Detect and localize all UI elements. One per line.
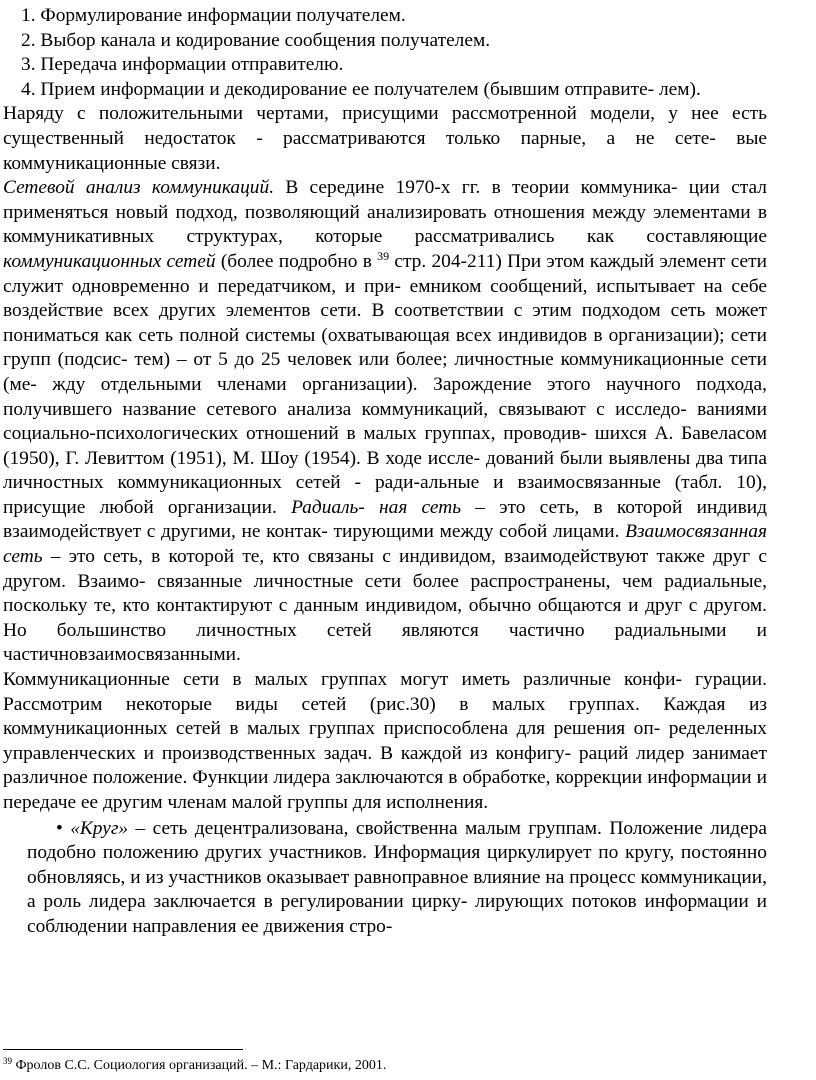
bullet-text: – сеть децентрализована, свойственна малым группам. Положение лидера подобно положению других участников. Информация циркулирует по кругу, постоянно обновляясь, и из участников оказывает равноправное влияние на процесс коммуникации, а роль лидера заключается в регулировании цирку- лирующих потоков информации и соблюдении направления ее движения стро-: [27, 817, 767, 937]
list-item-text: Формулирование информации получателем.: [40, 5, 406, 26]
document-page: [3, 4, 767, 940]
footnote-reference[interactable]: 39: [377, 248, 390, 263]
list-item: [3, 78, 767, 103]
list-item: [3, 29, 767, 54]
list-item-number: 4.: [21, 78, 36, 100]
footnote-text: Фролов С.С. Социология организаций. – М.: Гардарики, 2001.: [12, 1058, 387, 1073]
paragraph-text: – это сеть, в которой те, кто связаны с индивидом, взаимодействуют также друг с другом. Взаимо- связанные личностные сети более распространены, чем радиальные, поскольку те, кто контактируют с данным индивидом, обычно общаются и друг с другом. Но большинство личностных сетей являются частично радиальными и частичновзаимосвязанными.: [3, 546, 767, 666]
bullet-lead-italic: «Круг»: [70, 817, 129, 839]
list-item: [3, 4, 767, 29]
list-item-number: 2.: [21, 29, 36, 51]
paragraph-small-group-networks: Коммуникационные сети в малых группах могут иметь различные конфи- гурации. Рассмотрим некоторые виды сетей (рис.30) в малых группах. Каждая из коммуникационных сетей в малых группах приспособлена для решения оп- ределенных управленческих и производственных задач. В каждой из конфигу- раций лидер занимает различное положение. Функции лидера заключаются в обработке, коррекции информации и передаче ее другим членам малой группы для исполнения.: [3, 669, 767, 813]
term-italic: коммуникационных сетей: [3, 250, 216, 272]
term-italic: Радиаль- ная сеть: [291, 496, 462, 518]
list-item-text: Выбор канала и кодирование сообщения получателем.: [40, 29, 491, 51]
footnote-divider: [3, 1049, 243, 1050]
paragraph-network-analysis: [3, 176, 767, 668]
bullet-icon: •: [56, 817, 63, 839]
paragraph-text: стр. 204-211) При этом каждый элемент сети служит одновременно и передатчиком, и при- емником сообщений, испытывает на себе воздействие всех других элементов сети. В соответствии с этим подходом сеть может пониматься как сеть полной системы (охватывающая всех индивидов в организации); сети групп (подсис- тем) – от 5 до 25 человек или более; личностные коммуникационные сети (ме- жду отдельными членами организации). Зарождение этого научного подхода, получившего название сетевого анализа коммуникаций, связывают с исследо- ваниями социально-психологических отношений в малых группах, проводив- шихся А. Бавеласом (1950), Г. Левиттом (1951), М. Шоу (1954). В ходе иссле- дований были выявлены два типа личностных коммуникационных сетей - ради-альные и взаимосвязанные (табл. 10), присущие любой организации.: [3, 250, 768, 518]
term-italic: Взаимосвязанная сеть: [3, 521, 767, 568]
list-item: [3, 53, 767, 78]
paragraph-text: – это сеть, в которой индивид взаимодействует с другими, не контак- тирующими между собой лицами.: [3, 496, 767, 543]
footnote-number: 39: [3, 1056, 12, 1066]
list-item-number: 3.: [21, 54, 36, 76]
list-item-text: Прием информации и декодирование ее получателем (бывшим отправите- лем).: [40, 78, 701, 100]
bullet-item-circle: [3, 817, 767, 940]
paragraph-pair-links: Наряду с положительными чертами, присущими рассмотренной модели, у нее есть существенный недостаток - рассматриваются только парные, а не сете- вые коммуникационные связи.: [3, 103, 767, 174]
footnote: [3, 1058, 386, 1074]
paragraph-text: (более подробно в: [215, 250, 378, 272]
section-lead-italic: Сетевой анализ коммуникаций.: [3, 177, 275, 199]
list-item-number: 1.: [21, 5, 36, 26]
paragraph-text: В середине 1970-х гг. в теории коммуника- ции стал применяться новый подход, позволяющий анализировать отношения между элементами в коммуникативных структурах, которые рассматривались как составляющие: [3, 177, 767, 248]
list-item-text: Передача информации отправителю.: [40, 54, 344, 76]
